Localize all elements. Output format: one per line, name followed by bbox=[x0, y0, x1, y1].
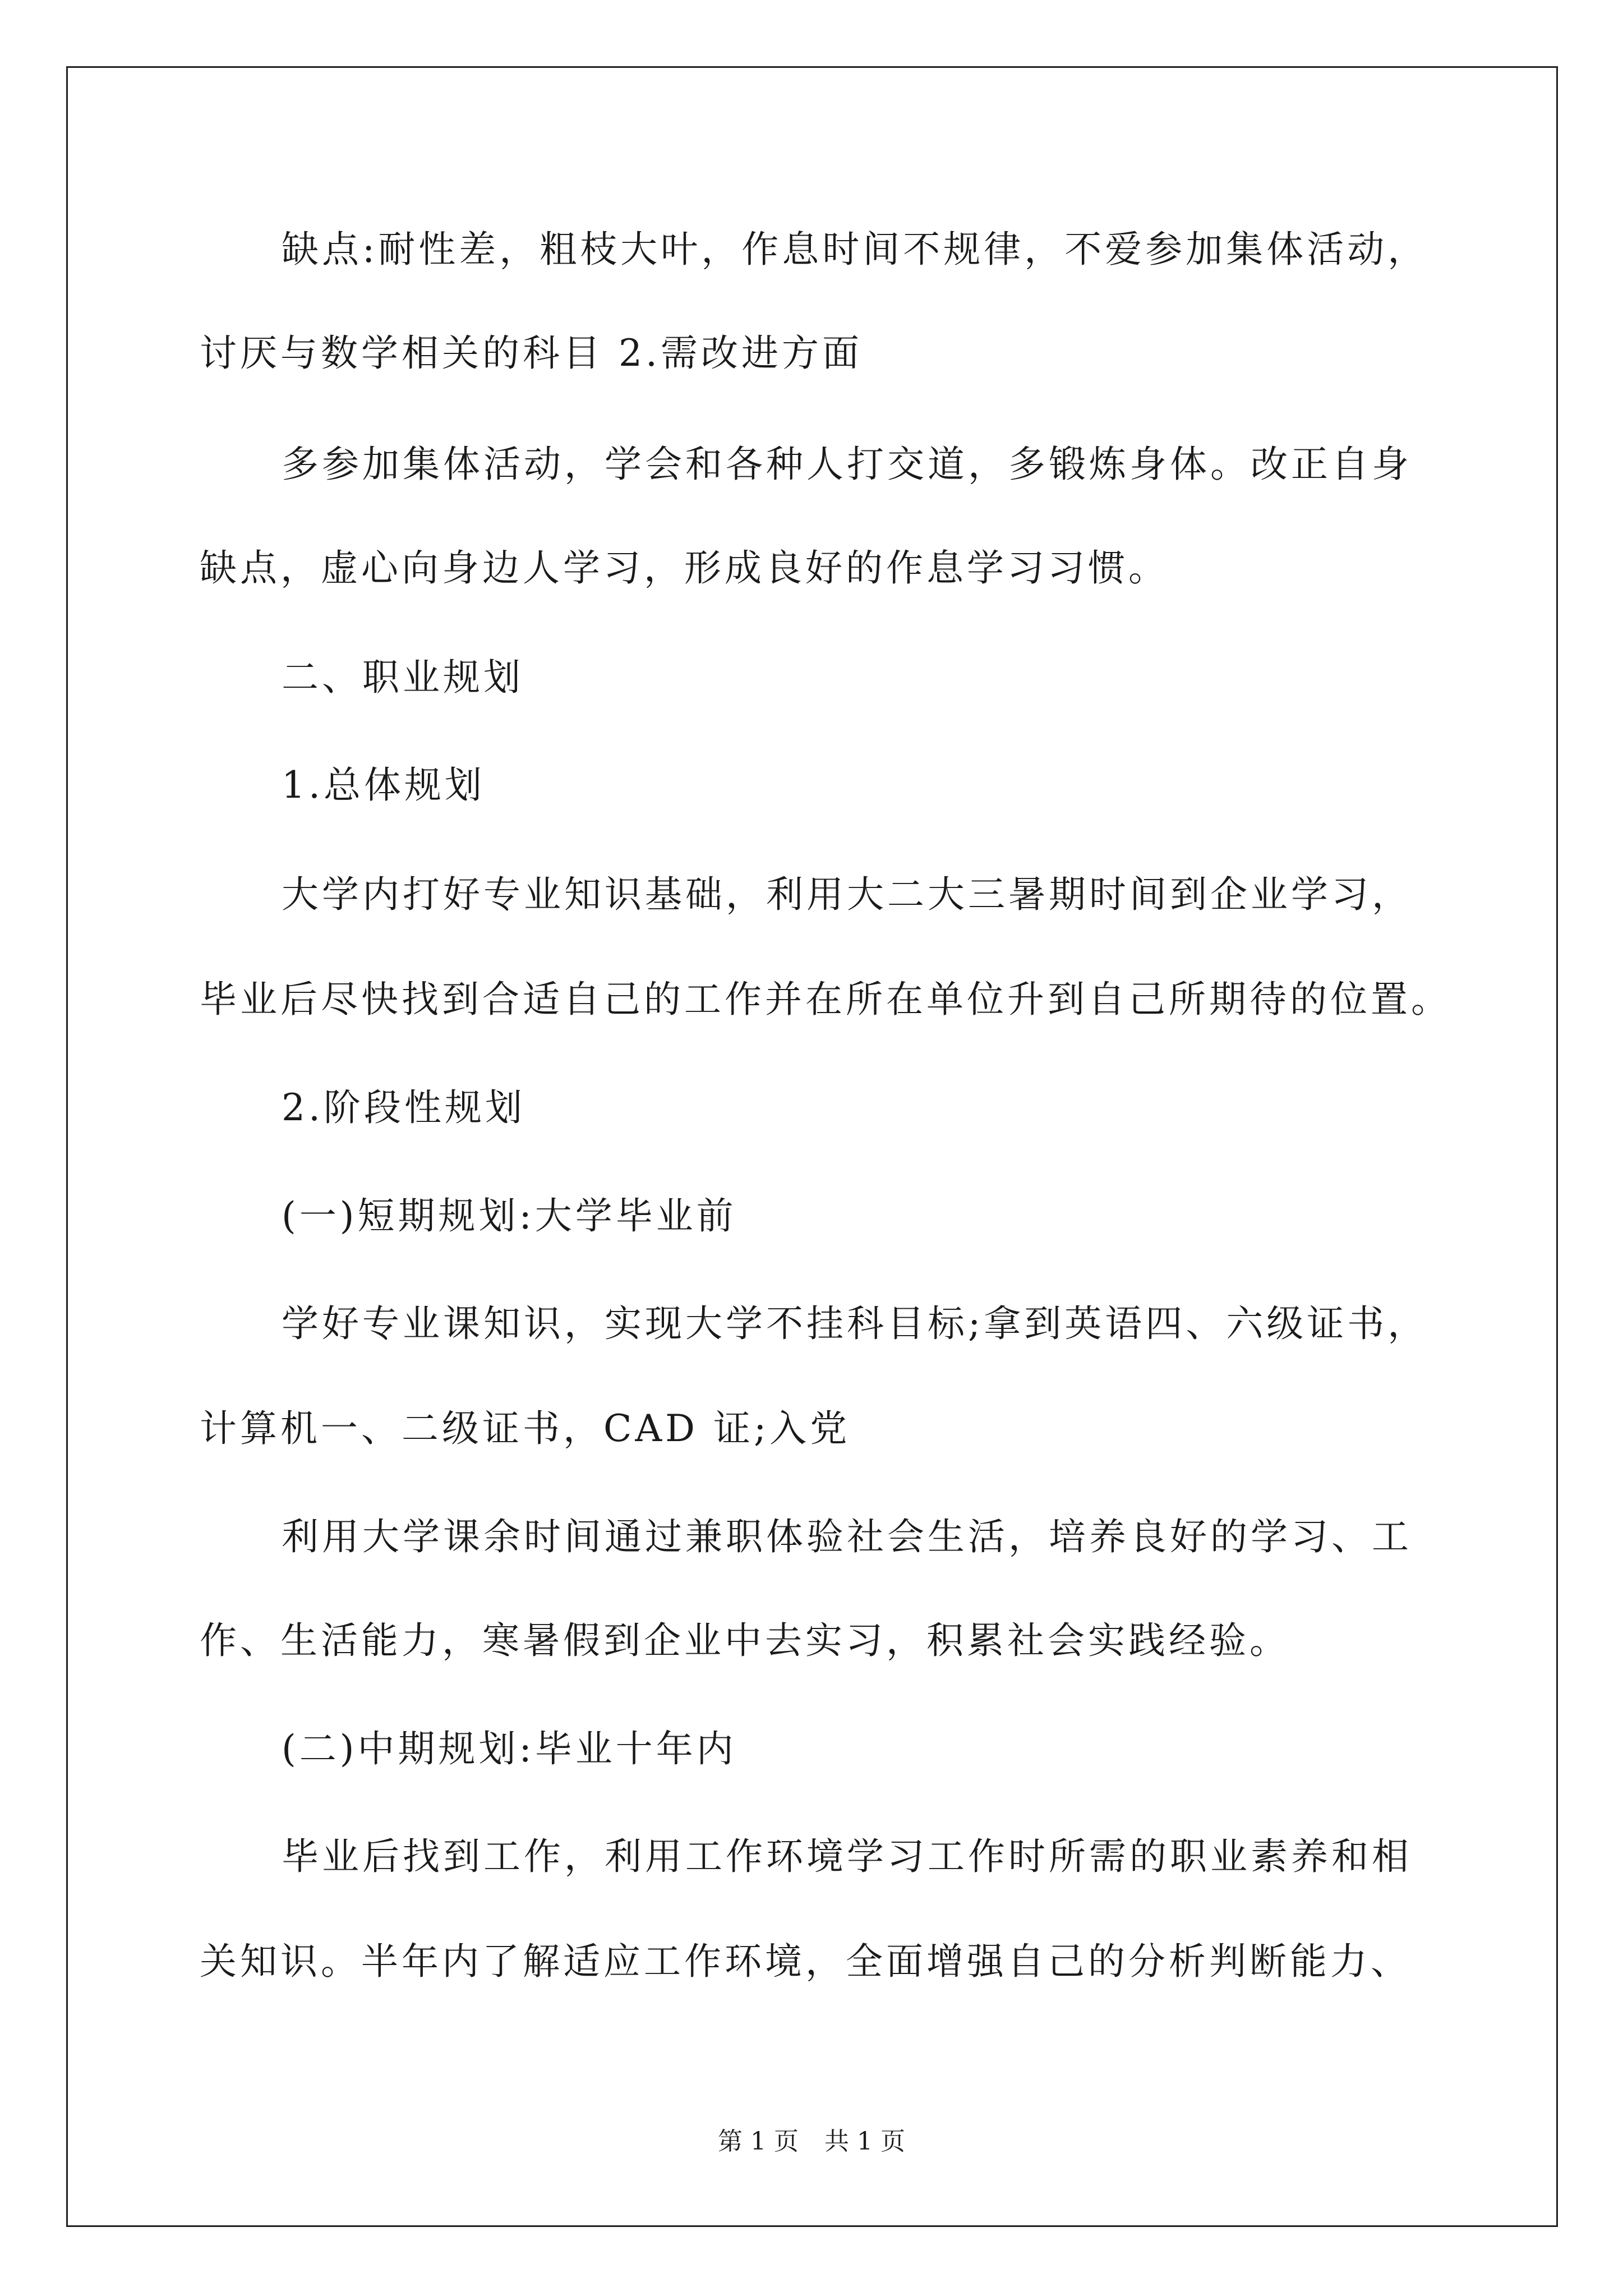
section-heading: 二、职业规划 bbox=[282, 656, 524, 699]
subsection-heading: 2.阶段性规划 bbox=[282, 1086, 525, 1129]
paragraph-line: 毕业后找到工作，利用工作环境学习工作时所需的职业素养和相 bbox=[282, 1835, 1412, 1878]
subsection-heading: 1.总体规划 bbox=[282, 763, 485, 807]
paragraph-line: 讨厌与数学相关的科目 2.需改进方面 bbox=[200, 332, 863, 375]
paragraph-line: 学好专业课知识，实现大学不挂科目标;拿到英语四、六级证书， bbox=[282, 1302, 1428, 1345]
paragraph-line: 缺点，虚心向身边人学习，形成良好的作息学习习惯。 bbox=[200, 546, 1169, 590]
paragraph-line: 大学内打好专业知识基础，利用大二大三暑期时间到企业学习， bbox=[282, 873, 1412, 916]
paragraph-line: 利用大学课余时间通过兼职体验社会生活，培养良好的学习、工 bbox=[282, 1515, 1412, 1558]
paragraph-line: 作、生活能力，寒暑假到企业中去实习，积累社会实践经验。 bbox=[200, 1619, 1290, 1662]
subsection-heading: (一)短期规划:大学毕业前 bbox=[282, 1194, 737, 1237]
subsection-heading: (二)中期规划:毕业十年内 bbox=[282, 1727, 737, 1770]
page-footer bbox=[0, 2126, 1623, 2157]
paragraph-line: 计算机一、二级证书，CAD 证;入党 bbox=[200, 1407, 851, 1450]
paragraph-line: 关知识。半年内了解适应工作环境，全面增强自己的分析判断能力、 bbox=[200, 1940, 1411, 1983]
page-number-total: 共 1 页 bbox=[824, 2127, 905, 2156]
paragraph-line: 毕业后尽快找到合适自己的工作并在所在单位升到自己所期待的位置。 bbox=[200, 978, 1451, 1021]
paragraph-line: 多参加集体活动，学会和各种人打交道，多锻炼身体。改正自身 bbox=[282, 443, 1412, 486]
paragraph-line: 缺点:耐性差，粗枝大叶，作息时间不规律，不爱参加集体活动， bbox=[282, 228, 1428, 271]
page-border bbox=[66, 66, 1558, 2227]
page-number-current: 第 1 页 bbox=[718, 2127, 799, 2156]
